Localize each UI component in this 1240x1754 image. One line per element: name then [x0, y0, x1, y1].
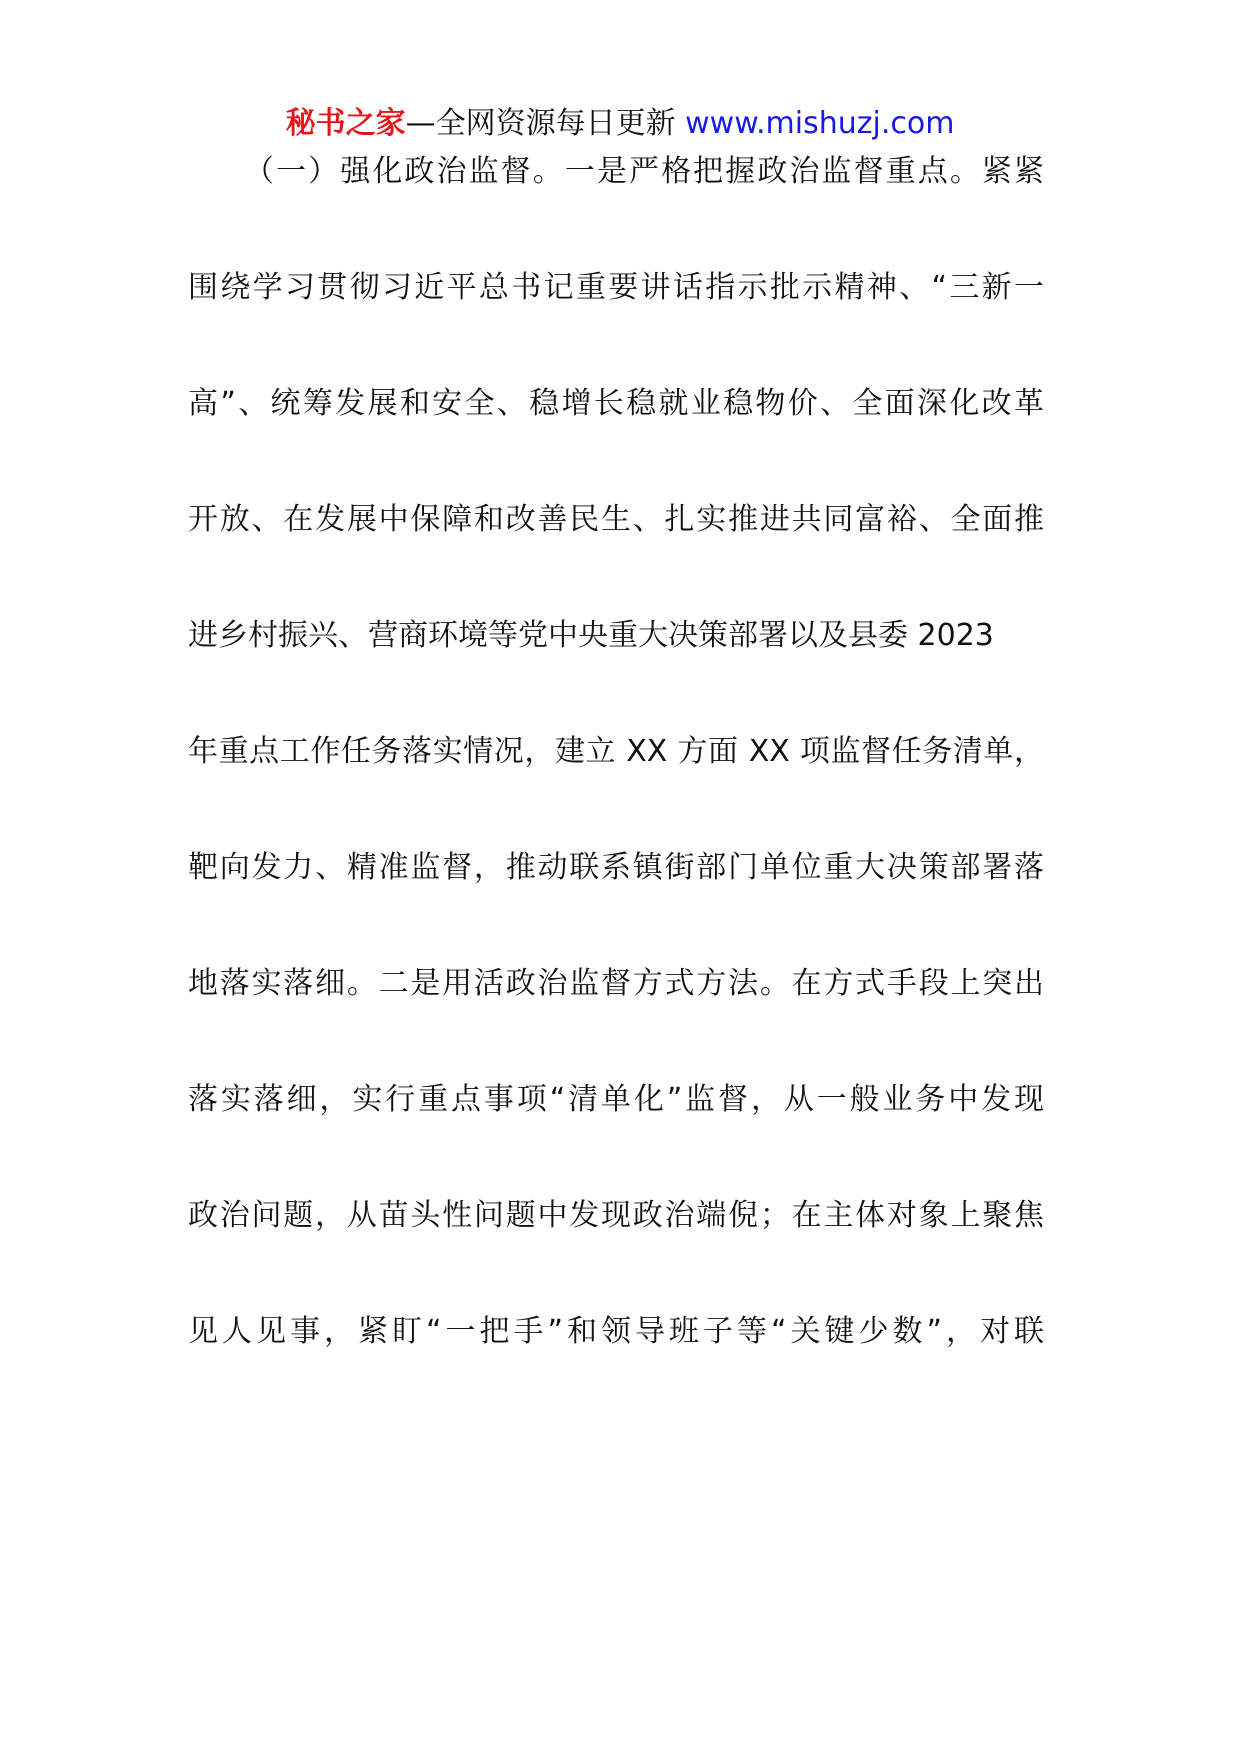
body-line-10: 政治问题，从苗头性问题中发现政治端倪；在主体对象上聚焦 [188, 1198, 1044, 1233]
page-header [0, 104, 1240, 144]
body-line-9: 落实落细，实行重点事项“清单化”监督，从一般业务中发现 [188, 1082, 1044, 1117]
body-line-4: 开放、在发展中保障和改善民生、扎实推进共同富裕、全面推 [188, 502, 1044, 537]
brand-name: 秘书之家 [285, 106, 406, 141]
body-line-1: （一）强化政治监督。一是严格把握政治监督重点。紧紧 [244, 154, 1044, 189]
body-line-7: 靶向发力、精准监督，推动联系镇街部门单位重大决策部署落 [188, 850, 1044, 885]
body-line-5: 进乡村振兴、营商环境等党中央重大决策部署以及县委 2023 [188, 618, 994, 653]
header-tagline: —全网资源每日更新 [405, 106, 676, 141]
body-line-2: 围绕学习贯彻习近平总书记重要讲话指示批示精神、“三新一 [188, 270, 1044, 305]
body-line-3: 高”、统筹发展和安全、稳增长稳就业稳物价、全面深化改革 [188, 386, 1044, 421]
body-line-11: 见人见事，紧盯“一把手”和领导班子等“关键少数”，对联 [188, 1314, 1044, 1349]
body-line-6: 年重点工作任务落实情况，建立 XX 方面 XX 项监督任务清单， [188, 734, 1044, 769]
site-url-link[interactable]: www.mishuzj.com [685, 106, 955, 141]
body-line-8: 地落实落细。二是用活政治监督方式方法。在方式手段上突出 [188, 966, 1044, 1001]
